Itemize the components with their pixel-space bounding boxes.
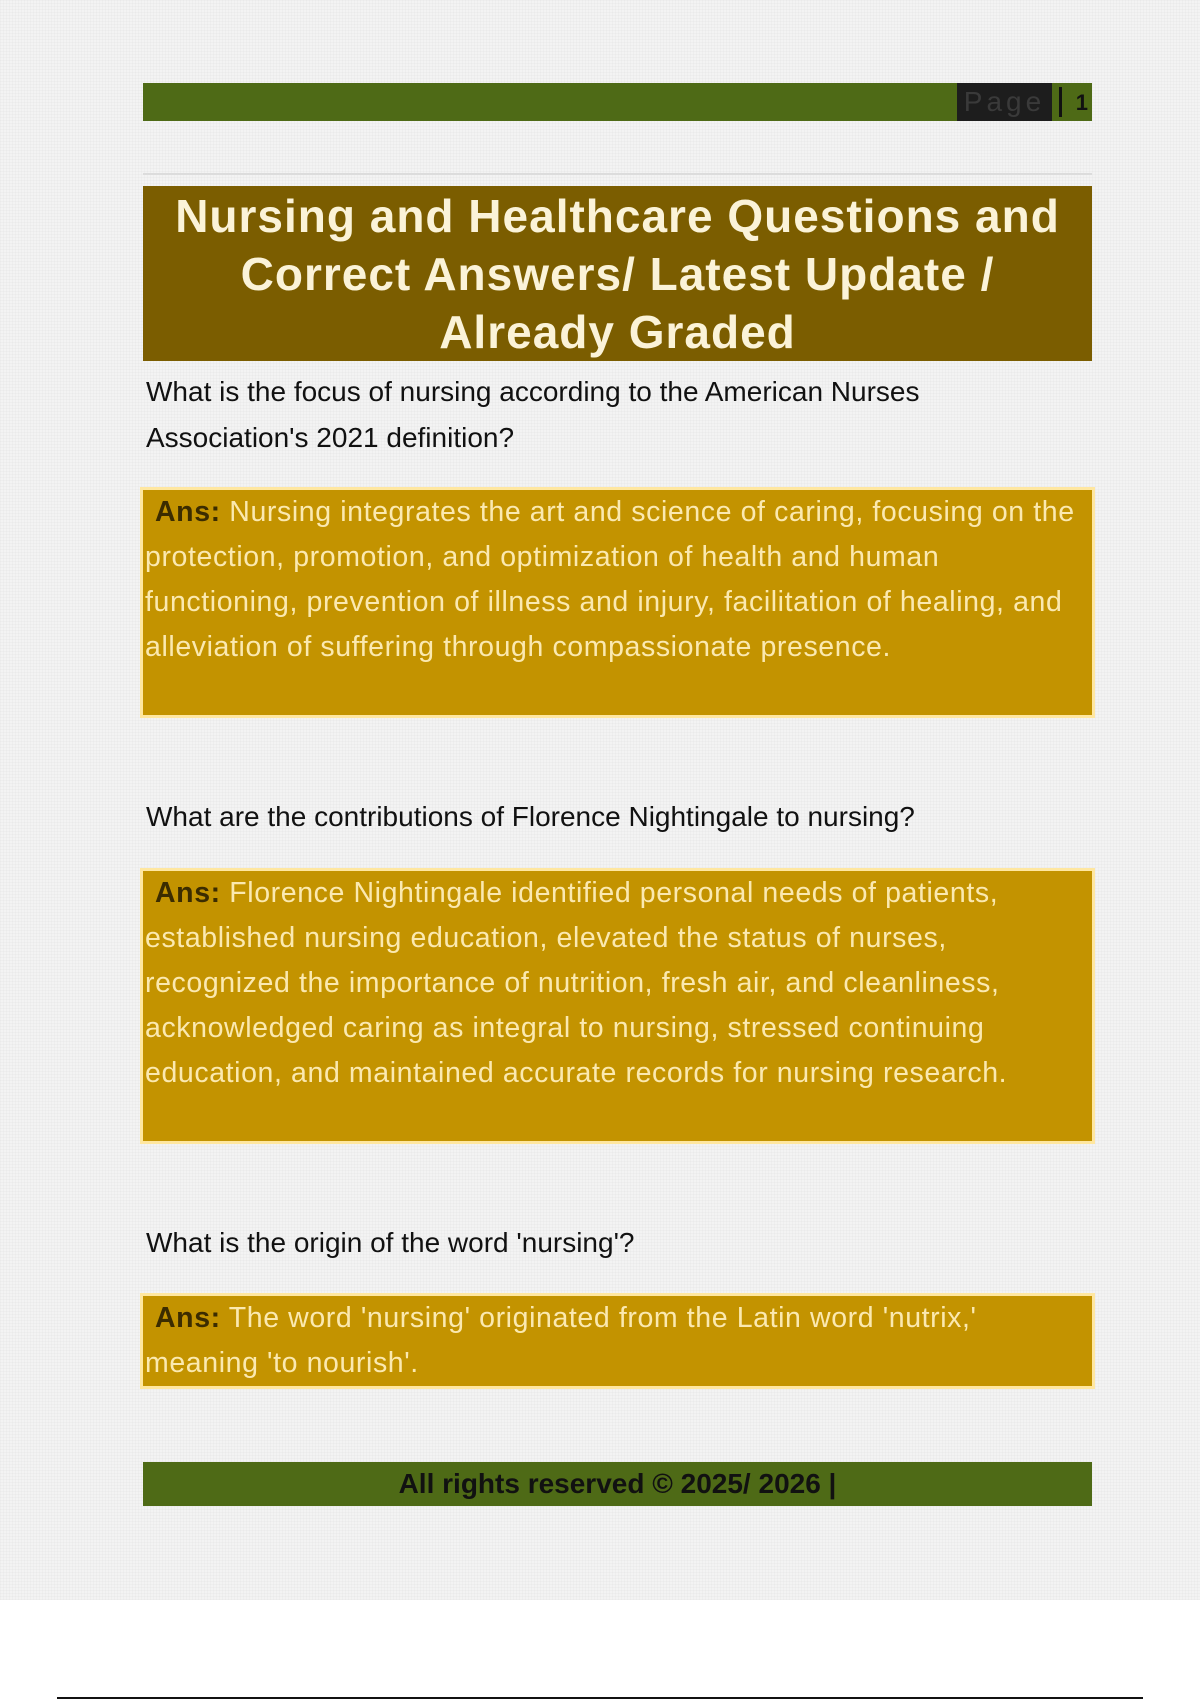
page-label: Page bbox=[957, 83, 1052, 121]
document-title: Nursing and Healthcare Questions and Correct Answers/ Latest Update / Already Graded bbox=[175, 189, 1060, 358]
footer-bar bbox=[143, 1462, 1092, 1506]
answer-label: Ans: bbox=[155, 496, 221, 528]
page-separator bbox=[1059, 87, 1062, 117]
page-bottom-line bbox=[57, 1697, 1143, 1699]
header-bar bbox=[143, 83, 1092, 121]
header-rule bbox=[143, 173, 1092, 175]
copyright-text: All rights reserved © 2025/ 2026 | bbox=[398, 1468, 837, 1499]
question-2: What are the contributions of Florence Nightingale to nursing? bbox=[146, 801, 915, 832]
answer-text: The word 'nursing' originated from the Latin word 'nutrix,' meaning 'to nourish'. bbox=[145, 1302, 977, 1379]
answer-text: Nursing integrates the art and science of caring, focusing on the protection, promotion, and optimization of health and human functioning, prevention of illness and injury, facilitation of healing, and alleviation of suffering through compassionate presence. bbox=[145, 496, 1075, 663]
answer-text: Florence Nightingale identified personal needs of patients, established nursing education, elevated the status of nurses, recognized the importance of nutrition, fresh air, and cleanliness, acknowledged caring as integral to nursing, stressed continuing education, and maintained accurate records for nursing research. bbox=[145, 877, 1008, 1089]
answer-label: Ans: bbox=[155, 877, 221, 909]
title-box bbox=[143, 186, 1092, 361]
question-1: What is the focus of nursing according to the American Nurses Association's 2021 definition? bbox=[146, 376, 920, 453]
answer-box-1 bbox=[143, 490, 1092, 715]
answer-box-3 bbox=[143, 1296, 1092, 1386]
answer-box-2 bbox=[143, 871, 1092, 1141]
page-number: 1 bbox=[1075, 90, 1088, 115]
question-3: What is the origin of the word 'nursing'? bbox=[146, 1227, 635, 1258]
answer-label: Ans: bbox=[155, 1302, 221, 1334]
